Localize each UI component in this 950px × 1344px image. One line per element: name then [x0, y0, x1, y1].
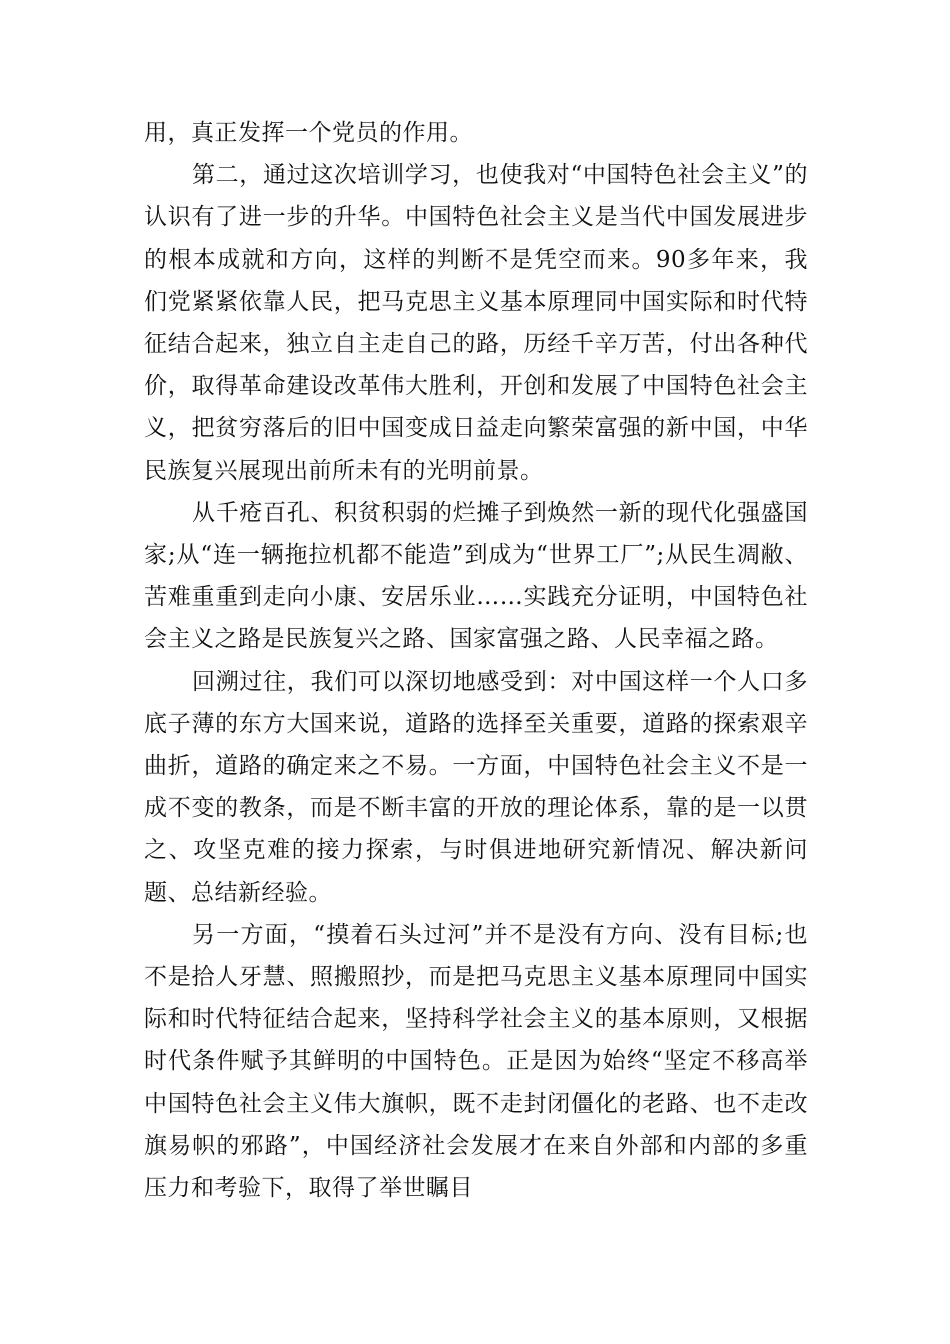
paragraph-socialism-understanding: 第二，通过这次培训学习，也使我对“中国特色社会主义”的认识有了进一步的升华。中国特色社会主义是当代中国发展进步的根本成就和方向，这样的判断不是凭空而来。90多年来，我们党紧紧依靠人民，把马克思主义基本原理同中国实际和时代特征结合起来，独立自主走自己的路，历经千辛万苦，付出各种代价，取得革命建设改革伟大胜利，开创和发展了中国特色社会主义，把贫穷落后的旧中国变成日益走向繁荣富强的新中国，中华民族复兴展现出前所未有的光明前景。 [144, 162, 808, 484]
document-body [144, 112, 808, 1209]
paragraph-national-transformation: 从千疮百孔、积贫积弱的烂摊子到焕然一新的现代化强盛国家;从“连一辆拖拉机都不能造”到成为“世界工厂”;从民生凋敝、苦难重重到走向小康、安居乐业……实践充分证明，中国特色社会主义之路是民族复兴之路、国家富强之路、人民幸福之路。 [144, 499, 808, 653]
paragraph-path-choice: 回溯过往，我们可以深切地感受到：对中国这样一个人口多底子薄的东方大国来说，道路的选择至关重要，道路的探索艰辛曲折，道路的确定来之不易。一方面，中国特色社会主义不是一成不变的教条，而是不断丰富的开放的理论体系，靠的是一以贯之、攻坚克难的接力探索，与时俱进地研究新情况、解决新问题、总结新经验。 [144, 668, 808, 906]
paragraph-crossing-river: 另一方面，“摸着石头过河”并不是没有方向、没有目标;也不是拾人牙慧、照搬照抄，而是把马克思主义基本原理同中国实际和时代特征结合起来，坚持科学社会主义的基本原则，又根据时代条件赋予其鲜明的中国特色。正是因为始终“坚定不移高举中国特色社会主义伟大旗帜，既不走封闭僵化的老路、也不走改旗易帜的邪路”，中国经济社会发展才在来自外部和内部的多重压力和考验下，取得了举世瞩目 [144, 921, 808, 1202]
paragraph-continued: 用，真正发挥一个党员的作用。 [144, 120, 473, 146]
